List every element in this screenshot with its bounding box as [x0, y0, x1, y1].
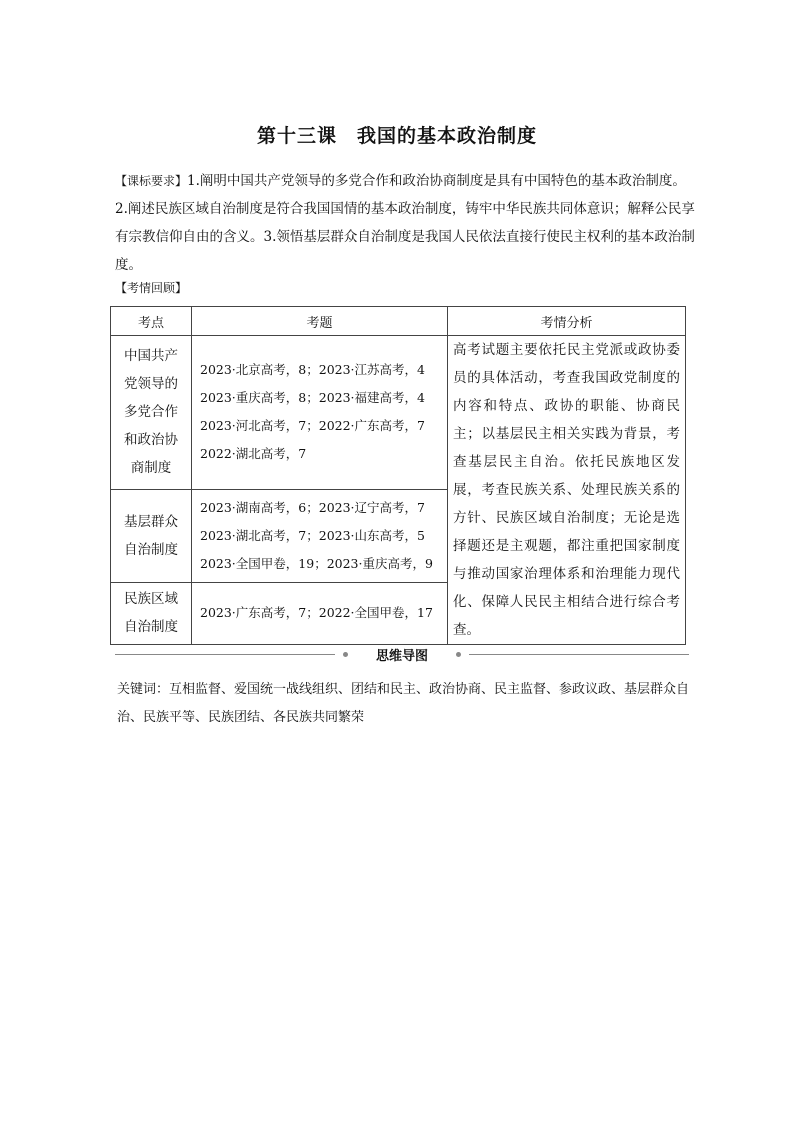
header-point: 考点	[111, 307, 192, 336]
question-line: 2023·北京高考，8；2023·江苏高考，4	[200, 362, 425, 378]
question-line: 2023·广东高考，7；2022·全国甲卷，17	[200, 605, 433, 621]
table-header-row	[111, 307, 686, 336]
header-analysis: 考情分析	[448, 307, 686, 336]
divider-line-right	[469, 654, 689, 655]
mindmap-divider	[115, 645, 689, 665]
exam-point-cell: 中国共产党领导的多党合作和政治协商制度	[111, 336, 192, 490]
exam-point-cell: 基层群众自治制度	[111, 489, 192, 582]
exam-point-cell: 民族区域自治制度	[111, 582, 192, 644]
questions-cell	[192, 336, 448, 490]
question-line: 2023·重庆高考，8；2023·福建高考，4	[200, 390, 425, 406]
analysis-cell: 高考试题主要依托民主党派或政协委员的具体活动，考查我国政党制度的内容和特点、政协的职能、协商民主；以基层民主相关实践为背景，考查基层民主自治。依托民族地区发展，考查民族关系、处理民族关系的方针、民族区域自治制度；无论是选择题还是主观题，都注重把国家制度与推动国家治理体系和治理能力现代化、保障人民民主相结合进行综合考查。	[448, 336, 686, 645]
question-line: 2023·湖北高考，7；2023·山东高考，5	[200, 527, 425, 543]
questions-cell	[192, 489, 448, 582]
question-line: 2023·全国甲卷，19；2023·重庆高考，9	[200, 555, 433, 571]
question-line: 2022·湖北高考，7	[200, 446, 307, 462]
keywords-label: 关键词：	[117, 682, 170, 697]
keywords-text: 互相监督、爱国统一战线组织、团结和民主、政治协商、民主监督、参政议政、基层群众自治、民族平等、民族团结、各民族共同繁荣	[117, 682, 690, 725]
questions-cell	[192, 582, 448, 644]
lesson-title: 第十三课 我国的基本政治制度	[256, 125, 537, 147]
mindmap-heading: 思维导图	[375, 649, 428, 664]
exam-review-label: 【考情回顾】	[115, 281, 188, 295]
question-line: 2023·湖南高考，6；2023·辽宁高考，7	[200, 499, 425, 515]
curriculum-requirements	[115, 167, 695, 279]
header-questions: 考题	[192, 307, 448, 336]
exam-review-table	[110, 306, 686, 645]
requirements-text: 1.阐明中国共产党领导的多党合作和政治协商制度是具有中国特色的基本政治制度。2.阐述民族区域自治制度是符合我国国情的基本政治制度，铸牢中华民族共同体意识；解释公民享有宗教信仰自由的含义。3.领悟基层群众自治制度是我国人民依法直接行使民主权利的基本政治制度。	[115, 173, 695, 273]
keywords-block	[117, 676, 692, 732]
divider-dot-right	[456, 652, 461, 657]
table-row	[111, 336, 686, 490]
requirements-label: 【课标要求】	[115, 174, 188, 188]
question-line: 2023·河北高考，7；2022·广东高考，7	[200, 418, 425, 434]
